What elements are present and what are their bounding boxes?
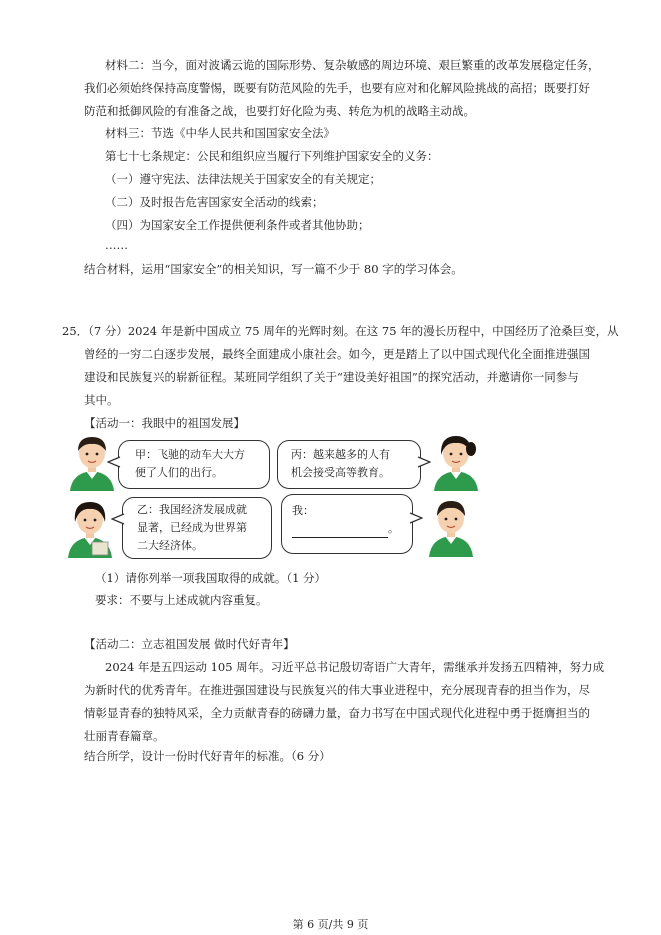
- bubble-tail-jia: [107, 456, 121, 468]
- activity2-line2: 为新时代的优秀青年。在推进强国建设与民族复兴的伟大事业进程中，充分展现青春的担当作为，尽: [84, 683, 590, 697]
- material3-item4: （四）为国家安全工作提供便利条件或者其他协助；: [105, 218, 370, 232]
- girl-bing-figure: [430, 433, 482, 491]
- activity1-title: 【活动一：我眼中的祖国发展】: [84, 416, 245, 430]
- bing-line2: 机会接受高等教育。: [291, 466, 390, 479]
- activity1-requirement: 要求：不要与上述成就内容重复。: [95, 593, 268, 607]
- q24-task: 结合材料，运用“国家安全”的相关知识，写一篇不少于 80 字的学习体会。: [84, 262, 463, 276]
- answer-blank[interactable]: [292, 525, 388, 538]
- jia-line1: 甲：飞驰的动车大大方: [135, 448, 245, 461]
- page-footer: 第 6 页/共 9 页: [292, 918, 369, 931]
- boy-wo-figure: [425, 497, 477, 557]
- activity2-title: 【活动二：立志祖国发展 做时代好青年】: [84, 637, 295, 651]
- activity2-line1: 2024 年是五四运动 105 周年。习近平总书记殷切寄语广大青年，需继承并发扬五四精神，努力成: [105, 660, 605, 674]
- q25-line3: 建设和民族复兴的崭新征程。某班同学组织了关于“建设美好祖国”的探究活动，并邀请你一同参与: [84, 370, 579, 384]
- bubble-tail-bing: [417, 456, 431, 468]
- material3-title: 材料三：节选《中华人民共和国国家安全法》: [105, 126, 335, 140]
- speech-bubble-yi: [122, 497, 272, 559]
- speech-bubble-bing: [277, 440, 421, 489]
- wo-answer-line[interactable]: [292, 520, 399, 538]
- material3-item1: （一）遵守宪法、法律法规关于国家安全的有关规定；: [105, 172, 381, 186]
- girl-yi-figure: [62, 498, 118, 558]
- bubble-tail-yi: [111, 513, 125, 525]
- activity1-question1: （1）请你列举一项我国取得的成就。（1 分）: [95, 571, 327, 585]
- activity2-line3: 情彰显青春的独特风采，全力贡献青春的磅礴力量，奋力书写在中国式现代化进程中勇于挺膺担当的: [84, 706, 590, 720]
- activity2-line4: 壮丽青春篇章。: [84, 729, 165, 743]
- q25-line4: 其中。: [84, 393, 119, 407]
- jia-line2: 便了人们的出行。: [135, 466, 223, 479]
- wo-period: 。: [388, 522, 399, 535]
- speech-bubble-wo: [281, 494, 413, 554]
- material3-ellipsis: ……: [105, 238, 128, 252]
- yi-line2: 显著，已经成为世界第: [137, 521, 247, 534]
- material3-item2: （二）及时报告危害国家安全活动的线索；: [105, 195, 324, 209]
- speech-bubble-jia: [118, 440, 270, 489]
- material2-line3: 防范和抵御风险的有准备之战，也要打好化险为夷、转危为机的战略主动战。: [84, 104, 475, 118]
- bubble-tail-wo: [409, 512, 423, 524]
- material2-line2: 我们必须始终保持高度警惕，既要有防范风险的先手，也要有应对和化解风险挑战的高招；既要打好: [84, 81, 590, 95]
- yi-line3: 二大经济体。: [137, 539, 203, 552]
- material2-line1: 材料二：当今，面对波谲云诡的国际形势、复杂敏感的周边环境、艰巨繁重的改革发展稳定任务，: [105, 58, 600, 72]
- bing-line1: 丙：越来越多的人有: [291, 448, 390, 461]
- yi-line1: 乙：我国经济发展成就: [137, 503, 247, 516]
- activity2-task: 结合所学，设计一份时代好青年的标准。（6 分）: [84, 749, 331, 763]
- wo-label: 我：: [292, 504, 314, 517]
- q25-line1: 25．（7 分）2024 年是新中国成立 75 周年的光辉时刻。在这 75 年的漫长历程中，中国经历了沧桑巨变，从: [62, 324, 619, 338]
- material3-article: 第七十七条规定：公民和组织应当履行下列维护国家安全的义务：: [105, 149, 439, 163]
- q25-line2: 曾经的一穷二白逐步发展，最终全面建成小康社会。如今，更是踏上了以中国式现代化全面推进强国: [84, 347, 590, 361]
